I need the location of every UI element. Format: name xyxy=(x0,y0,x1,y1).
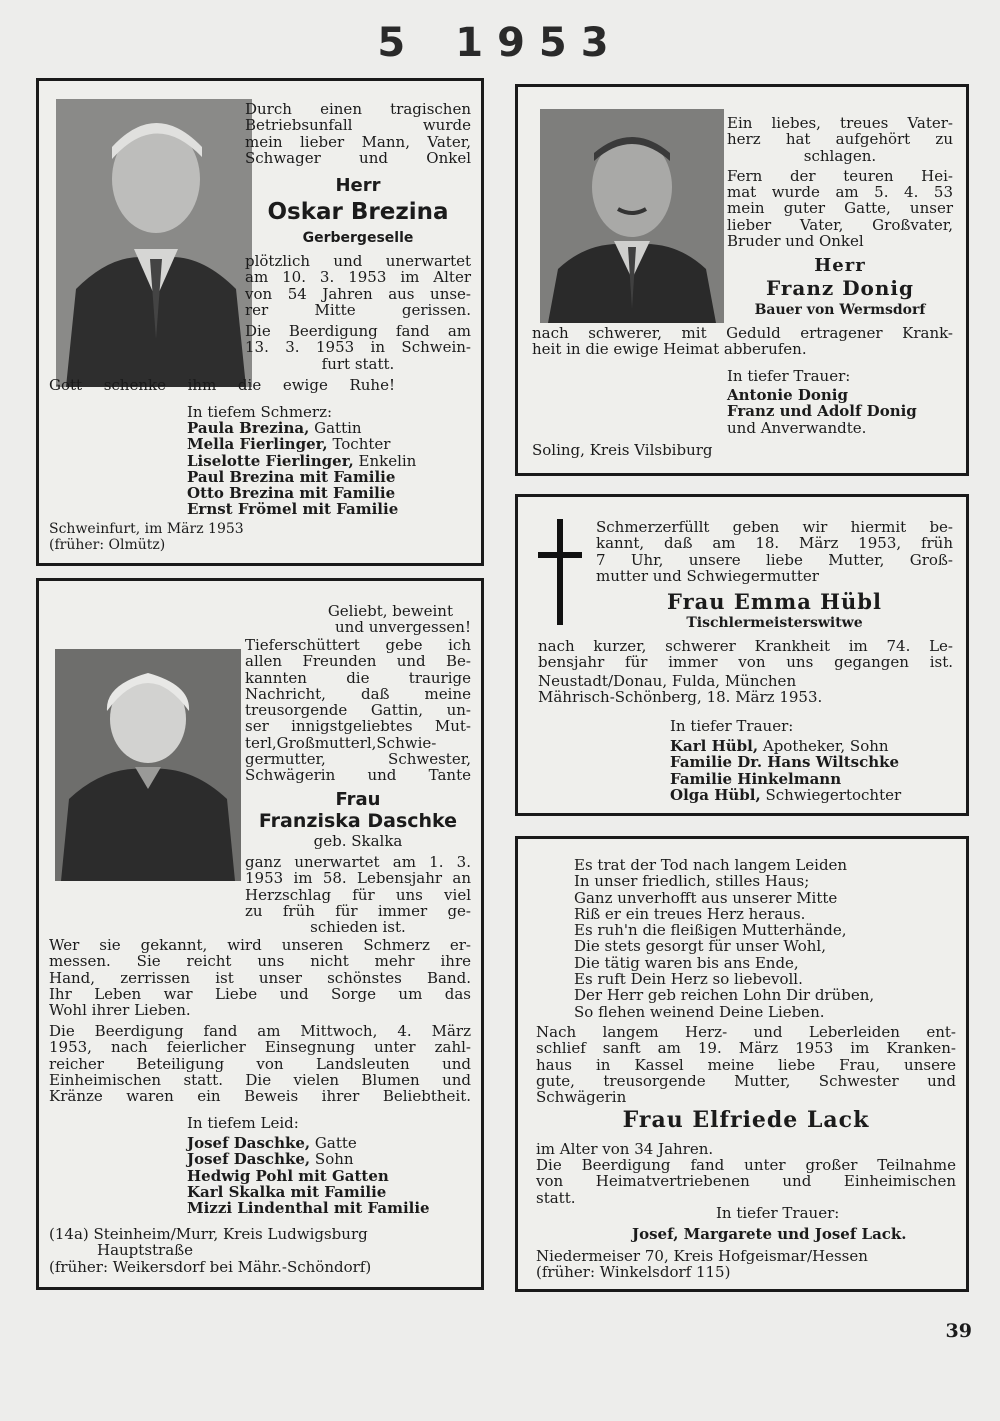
death-text: nach schwerer, mit Geduld ertragener Krank- heit in die ewige Heimat abberufen. xyxy=(532,324,953,359)
funeral-text: Die Beerdigung fand unter großer Teilnahme von Heimatvertriebenen und Einheimischen statt. xyxy=(536,1156,956,1207)
occupation: Tischlermeisterswitwe xyxy=(686,615,863,631)
salutation: Herr xyxy=(814,255,866,276)
intro-text: Schmerzerfüllt geben wir hiermit be- kannt, daß am 18. März 1953, früh 7 Uhr, unsere liebe Mutter, Groß- mutter und Schwiegermutter xyxy=(596,518,953,585)
man-portrait-illustration xyxy=(56,99,252,387)
deceased-name: Franziska Daschke xyxy=(258,810,458,832)
intro-text: Ein liebes, treues Vater- herz hat aufgehört zu schlagen. Fern der teuren Hei- mat wurde am 5. 4. 53 mein guter Gatte, unser lieber Vater, Großvater, Bruder und Onkel xyxy=(727,114,953,251)
obituary-emma-huebl xyxy=(515,494,969,816)
woman-portrait-illustration xyxy=(55,649,241,881)
mourners-list: Paula Brezina, Gattin Mella Fierlinger, Tochter Liselotte Fierlinger, Enkelin Paul Brezina mit Familie Otto Brezina mit Familie Ernst Frömel mit Familie xyxy=(187,419,417,519)
funeral-text: Die Beerdigung fand am Mittwoch, 4. März 1953, nach feierlicher Einsegnung unter zahl- reicher Beteiligung von Landsleuten und Einheimischen statt. Die vielen Blumen und Kränze waren ein Beweis ihrer Beliebtheit. xyxy=(49,1022,471,1106)
place: Soling, Kreis Vilsbiburg xyxy=(532,441,713,459)
places-date: Neustadt/Donau, Fulda, München Mährisch-Schönberg, 18. März 1953. xyxy=(538,672,823,707)
blessing: Gott schenke ihm die ewige Ruhe! xyxy=(49,376,395,394)
intro-text: Nach langem Herz- und Leberleiden ent- schlief sanft am 19. März 1953 im Kranken- haus in Kassel meine liebe Frau, unsere gute, treusorgende Mutter, Schwester und Schwägerin xyxy=(536,1023,956,1107)
portrait-photo xyxy=(540,109,724,323)
death-text: ganz unerwartet am 1. 3. 1953 im 58. Lebensjahr an Herzschlag für uns viel zu früh für immer ge- schieden ist. xyxy=(245,853,471,937)
page-header xyxy=(0,20,1000,66)
obituary-oskar-brezina xyxy=(36,78,484,566)
age-text: im Alter von 34 Jahren. xyxy=(536,1140,714,1158)
mourning-heading: In tiefem Schmerz: xyxy=(187,403,333,421)
mourning-heading: In tiefer Trauer: xyxy=(727,367,851,385)
place-date: Schweinfurt, im März 1953 xyxy=(49,521,244,537)
remembrance-text: Wer sie gekannt, wird unseren Schmerz er- messen. Sie reicht uns nicht mehr ihre Hand, zerrissen ist unser schönstes Band. Ihr Leben war Liebe und Sorge um das Wohl ihrer Lieben. xyxy=(49,936,471,1020)
man-portrait-illustration xyxy=(540,109,724,323)
intro-text: Durch einen tragischen Betriebsunfall wurde mein lieber Mann, Vater, Schwager und Onkel xyxy=(245,100,471,167)
obituary-elfriede-lack xyxy=(515,836,969,1292)
address: (14a) Steinheim/Murr, Kreis Ludwigsburg Hauptstraße (früher: Weikersdorf bei Mähr.-Schöndorf) xyxy=(49,1225,372,1276)
former-home: (früher: Olmütz) xyxy=(49,537,166,553)
deceased-name: Frau Elfriede Lack xyxy=(622,1107,870,1133)
mourners-line: Josef, Margarete und Josef Lack. xyxy=(632,1225,907,1243)
motto: Geliebt, beweint und unvergessen! xyxy=(327,602,471,637)
salutation: Frau xyxy=(335,789,381,810)
mourners-list: Josef Daschke, Gatte Josef Daschke, Sohn Hedwig Pohl mit Gatten Karl Skalka mit Familie Mizzi Lindenthal mit Familie xyxy=(187,1134,430,1218)
poem: Es trat der Tod nach langem Leiden In unser friedlich, stilles Haus; Ganz unverhofft aus unserer Mitte Riß er ein treues Herz heraus. Es ruh'n die fleißigen Mutterhände, Die stets gesorgt für unser Wohl, Die tätig waren bis ans Ende, Es ruft Dein Herz so liebevoll. Der Herr geb reichen Lohn Dir drüben, So flehen weinend Deine Lieben. xyxy=(574,856,875,1021)
occupation: Gerbergeselle xyxy=(302,230,414,246)
mourning-heading: In tiefer Trauer: xyxy=(670,717,794,735)
page-number: 39 xyxy=(945,1320,972,1342)
portrait-photo xyxy=(55,649,241,881)
intro-text: Tieferschüttert gebe ich allen Freunden und Be- kannten die traurige Nachricht, daß meine treusorgende Gattin, un- ser innigstgeliebtes Mut- terl,Großmutterl,Schwie- germutter, Schwester, Schwägerin und Tante xyxy=(245,636,471,785)
issue-number: 5 xyxy=(377,20,420,66)
salutation: Herr xyxy=(335,175,381,196)
portrait-photo xyxy=(56,99,252,387)
deceased-name: Frau Emma Hübl xyxy=(667,589,882,614)
obituary-franz-donig xyxy=(515,84,969,476)
deceased-name: Oskar Brezina xyxy=(267,199,449,225)
funeral-text: Die Beerdigung fand am 13. 3. 1953 in Schwein- furt statt. xyxy=(245,322,471,373)
mourning-heading: In tiefer Trauer: xyxy=(716,1204,840,1222)
obituary-franziska-daschke xyxy=(36,578,484,1290)
issue-year: 1953 xyxy=(455,20,623,66)
mourning-heading: In tiefem Leid: xyxy=(187,1114,299,1132)
death-text: plötzlich und unerwartet am 10. 3. 1953 im Alter von 54 Jahren aus unse- rer Mitte gerissen. xyxy=(245,252,471,319)
deceased-name: Franz Donig xyxy=(765,276,914,300)
death-text: nach kurzer, schwerer Krankheit im 74. Le- bensjahr für immer von uns gegangen ist. xyxy=(538,637,953,672)
occupation: Bauer von Wermsdorf xyxy=(754,302,926,318)
mourners-list: Karl Hübl, Apotheker, Sohn Familie Dr. Hans Wiltschke Familie Hinkelmann Olga Hübl, Schwiegertochter xyxy=(670,737,902,804)
address: Niedermeiser 70, Kreis Hofgeismar/Hessen (früher: Winkelsdorf 115) xyxy=(536,1247,868,1282)
mourners-list: Antonie Donig Franz und Adolf Donig und Anverwandte. xyxy=(727,386,917,437)
birth-name: geb. Skalka xyxy=(313,832,403,850)
cross-icon xyxy=(538,519,582,625)
